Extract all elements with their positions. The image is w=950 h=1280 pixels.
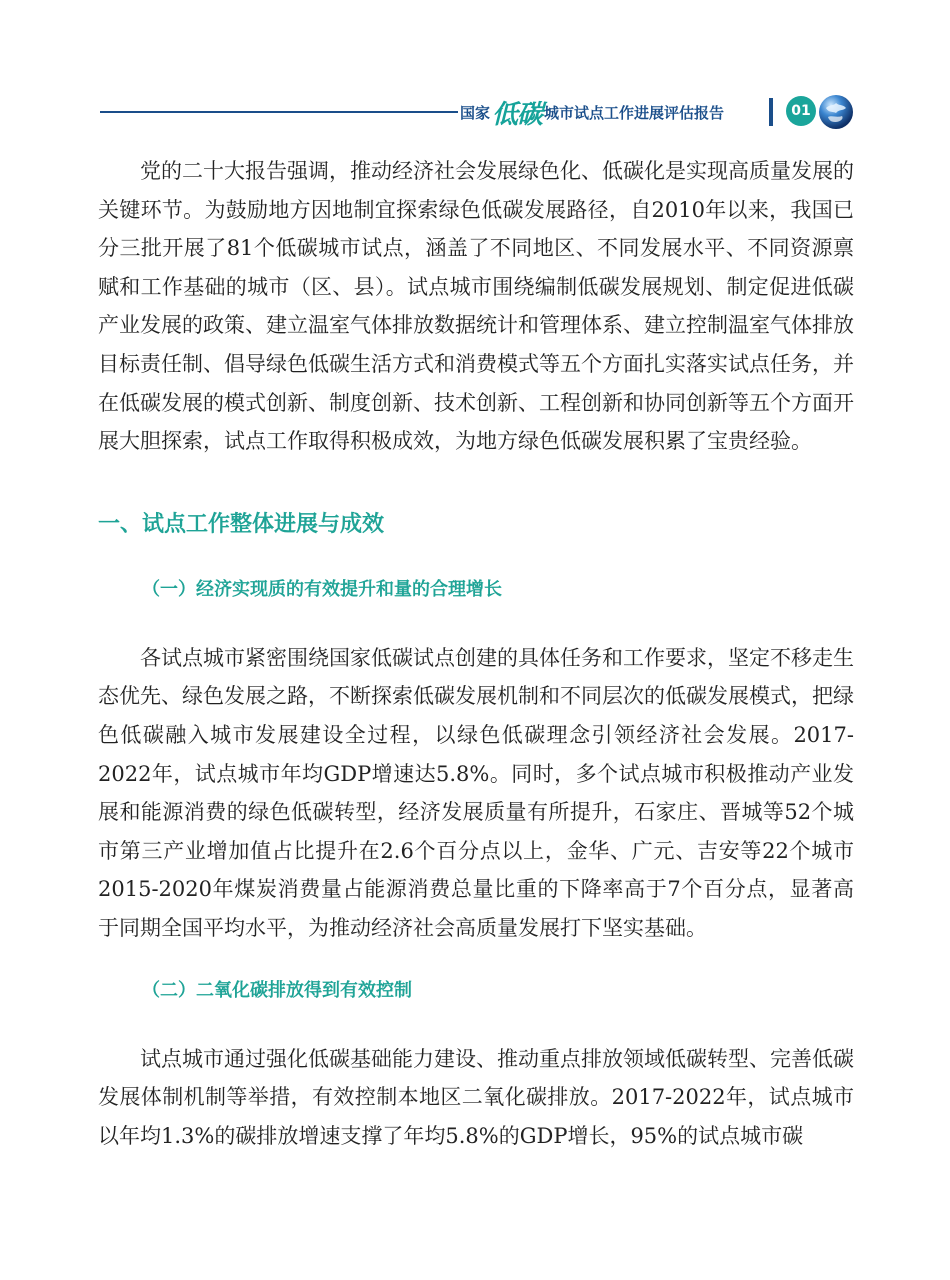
page-number-badge: [786, 96, 816, 126]
section-heading: 一、试点工作整体进展与成效: [98, 511, 385, 537]
page-body: [98, 152, 854, 1155]
subsection-heading-2: （二）二氧化碳排放得到有效控制: [142, 979, 412, 1001]
page-header: [0, 90, 950, 134]
report-title-suffix: 城市试点工作进展评估报告: [544, 103, 725, 122]
intro-paragraph: 党的二十大报告强调，推动经济社会发展绿色化、低碳化是实现高质量发展的关键环节。为鼓励地方因地制宜探索绿色低碳发展路径，自2010年以来，我国已分三批开展了81个低碳城市试点，涵盖了不同地区、不同发展水平、不同资源禀赋和工作基础的城市（区、县）。试点城市围绕编制低碳发展规划、制定促进低碳产业发展的政策、建立温室气体排放数据统计和管理体系、建立控制温室气体排放目标责任制、倡导绿色低碳生活方式和消费模式等五个方面扎实落实试点任务，并在低碳发展的模式创新、制度创新、技术创新、工程创新和协同创新等五个方面开展大胆探索，试点工作取得积极成效，为地方绿色低碳发展积累了宝贵经验。: [98, 159, 854, 454]
report-title: [460, 96, 724, 128]
subsection-paragraph-1: 各试点城市紧密围绕国家低碳试点创建的具体任务和工作要求，坚定不移走生态优先、绿色发展之路，不断探索低碳发展机制和不同层次的低碳发展模式，把绿色低碳融入城市发展建设全过程，以绿色低碳理念引领经济社会发展。2017-2022年，试点城市年均GDP增速达5.8%。同时，多个试点城市积极推动产业发展和能源消费的绿色低碳转型，经济发展质量有所提升，石家庄、晋城等52个城市第三产业增加值占比提升在2.6个百分点以上，金华、广元、吉安等22个城市2015-2020年煤炭消费量占能源消费总量比重的下降率高于7个百分点，显著高于同期全国平均水平，为推动经济社会高质量发展打下坚实基础。: [98, 645, 854, 940]
header-rule: [100, 111, 458, 113]
subsection-paragraph-2: 试点城市通过强化低碳基础能力建设、推动重点排放领域低碳转型、完善低碳发展体制机制等举措，有效控制本地区二氧化碳排放。2017-2022年，试点城市以年均1.3%的碳排放增速支撑了年均5.8%的GDP增长，95%的试点城市碳: [98, 1046, 854, 1148]
report-title-highlight: 低碳: [492, 99, 543, 130]
globe-icon: [818, 94, 854, 130]
header-divider: [769, 98, 773, 126]
subsection-heading-1: （一）经济实现质的有效提升和量的合理增长: [142, 578, 502, 600]
page-number: 01: [791, 103, 811, 119]
report-title-prefix: 国家: [460, 103, 491, 122]
